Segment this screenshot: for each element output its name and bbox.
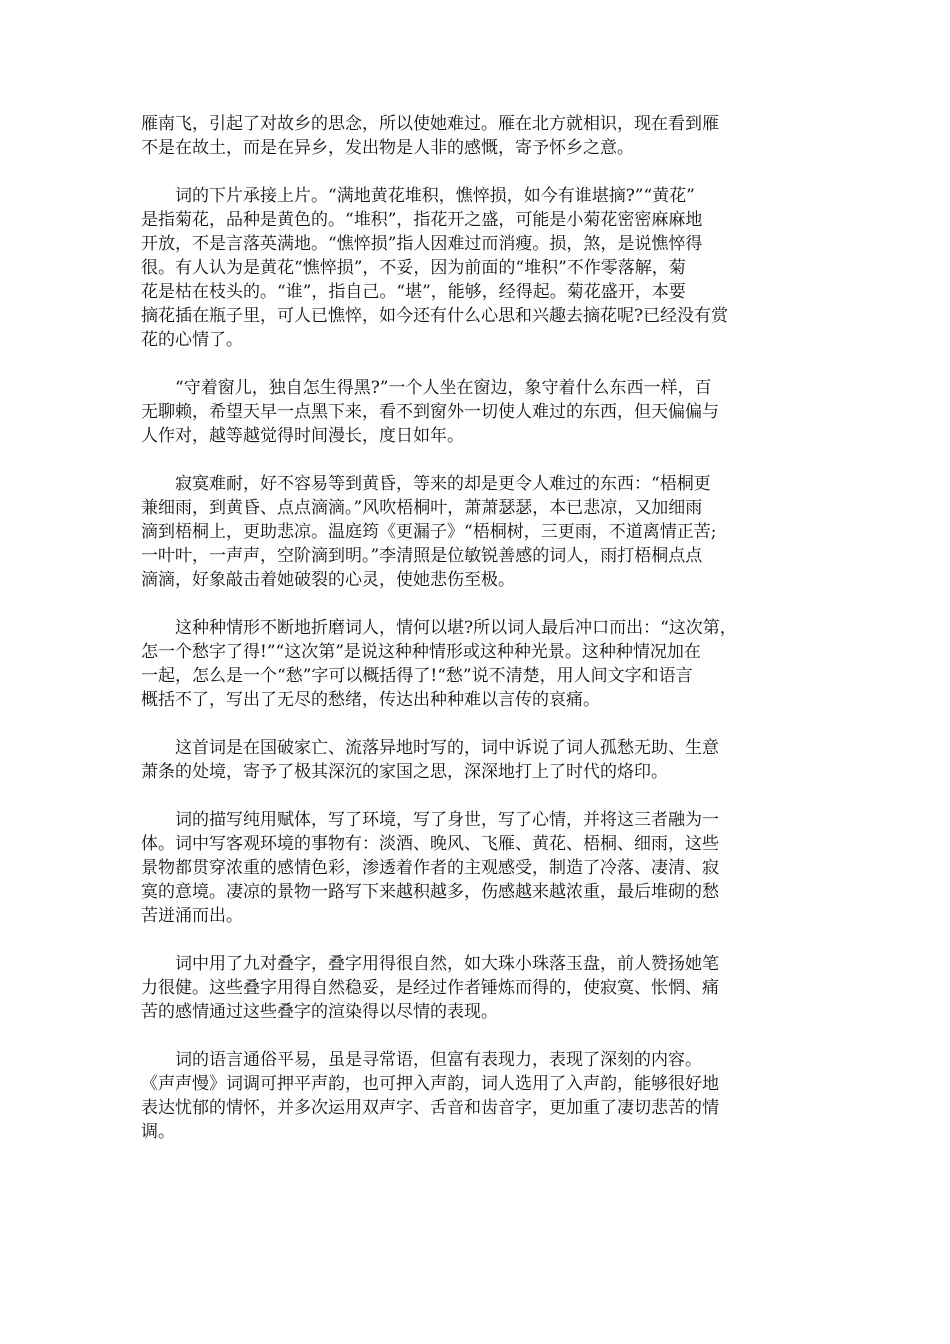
text-line: 苦迸涌而出。: [141, 906, 243, 926]
text-line: 《声声慢》词调可押平声韵，也可押入声韵，词人选用了入声韵，能够很好地: [141, 1074, 719, 1094]
text-line: 兼细雨，到黄昏、点点滴滴。”风吹梧桐叶，萧萧瑟瑟，本已悲凉，又加细雨: [141, 498, 703, 518]
paragraph: [141, 616, 813, 712]
text-line: 寂寞难耐，好不容易等到黄昏，等来的却是更令人难过的东西：“梧桐更: [141, 474, 711, 494]
text-line: “守着窗儿，独自怎生得黑?”一个人坐在窗边，象守着什么东西一样，百: [141, 378, 712, 398]
text-line: 词的下片承接上片。“满地黄花堆积，憔悴损，如今有谁堪摘?”“黄花”: [141, 186, 695, 206]
text-line: 概括不了，写出了无尽的愁绪，传达出种种难以言传的哀痛。: [141, 690, 600, 710]
paragraph: [141, 184, 813, 352]
text-line: 一起，怎么是一个“愁”字可以概括得了!“愁”说不清楚，用人间文字和语言: [141, 666, 693, 686]
paragraph: [141, 1048, 813, 1144]
paragraph: [141, 808, 813, 928]
text-line: 体。词中写客观环境的事物有：淡酒、晚风、飞雁、黄花、梧桐、细雨，这些: [141, 834, 719, 854]
text-line: 不是在故土，而是在异乡，发出物是人非的感慨，寄予怀乡之意。: [141, 138, 634, 158]
text-line: 这种种情形不断地折磨词人，情何以堪?所以词人最后冲口而出：“这次第，: [141, 618, 737, 638]
text-line: 花是枯在枝头的。“谁”，指自己。“堪”，能够，经得起。菊花盛开，本要: [141, 282, 686, 302]
paragraph: [141, 112, 813, 160]
paragraph: [141, 472, 813, 592]
text-line: 雁南飞，引起了对故乡的思念，所以使她难过。雁在北方就相识，现在看到雁: [141, 114, 719, 134]
text-line: 词中用了九对叠字，叠字用得很自然，如大珠小珠落玉盘，前人赞扬她笔: [141, 954, 719, 974]
text-line: 是指菊花，品种是黄色的。“堆积”，指花开之盛，可能是小菊花密密麻麻地: [141, 210, 703, 230]
paragraph: [141, 952, 813, 1024]
text-line: 花的心情了。: [141, 330, 243, 350]
text-line: 怎一个愁字了得!”“这次第”是说这种种情形或这种种光景。这种种情况加在: [141, 642, 701, 662]
text-line: 滴滴，好象敲击着她破裂的心灵，使她悲伤至极。: [141, 570, 515, 590]
text-line: 词的描写纯用赋体，写了环境，写了身世，写了心情，并将这三者融为一: [141, 810, 719, 830]
text-line: 表达忧郁的情怀，并多次运用双声字、舌音和齿音字，更加重了凄切悲苦的情: [141, 1098, 719, 1118]
text-line: 一叶叶，一声声，空阶滴到明。”李清照是位敏锐善感的词人，雨打梧桐点点: [141, 546, 703, 566]
text-line: 开放，不是言落英满地。“憔悴损”指人因难过而消瘦。损，煞，是说憔悴得: [141, 234, 703, 254]
text-line: 力很健。这些叠字用得自然稳妥，是经过作者锤炼而得的，使寂寞、怅惘、痛: [141, 978, 719, 998]
text-line: 调。: [141, 1122, 175, 1142]
document-body: [141, 112, 813, 1168]
paragraph: [141, 376, 813, 448]
text-line: 苦的感情通过这些叠字的渲染得以尽情的表现。: [141, 1002, 498, 1022]
text-line: 这首词是在国破家亡、流落异地时写的，词中诉说了词人孤愁无助、生意: [141, 738, 719, 758]
text-line: 滴到梧桐上，更助悲凉。温庭筠《更漏子》“梧桐树，三更雨，不道离情正苦;: [141, 522, 717, 542]
text-line: 人作对，越等越觉得时间漫长，度日如年。: [141, 426, 464, 446]
text-line: 萧条的处境，寄予了极其深沉的家国之思，深深地打上了时代的烙印。: [141, 762, 668, 782]
paragraph: [141, 736, 813, 784]
text-line: 摘花插在瓶子里，可人已憔悴，如今还有什么心思和兴趣去摘花呢?已经没有赏: [141, 306, 729, 326]
text-line: 寞的意境。凄凉的景物一路写下来越积越多，伤感越来越浓重，最后堆砌的愁: [141, 882, 719, 902]
text-line: 词的语言通俗平易，虽是寻常语，但富有表现力，表现了深刻的内容。: [141, 1050, 702, 1070]
text-line: 很。有人认为是黄花“憔悴损”，不妥，因为前面的“堆积”不作零落解，菊: [141, 258, 686, 278]
text-line: 景物都贯穿浓重的感情色彩，渗透着作者的主观感受，制造了冷落、凄清、寂: [141, 858, 719, 878]
text-line: 无聊赖，希望天早一点黑下来，看不到窗外一切使人难过的东西，但天偏偏与: [141, 402, 719, 422]
